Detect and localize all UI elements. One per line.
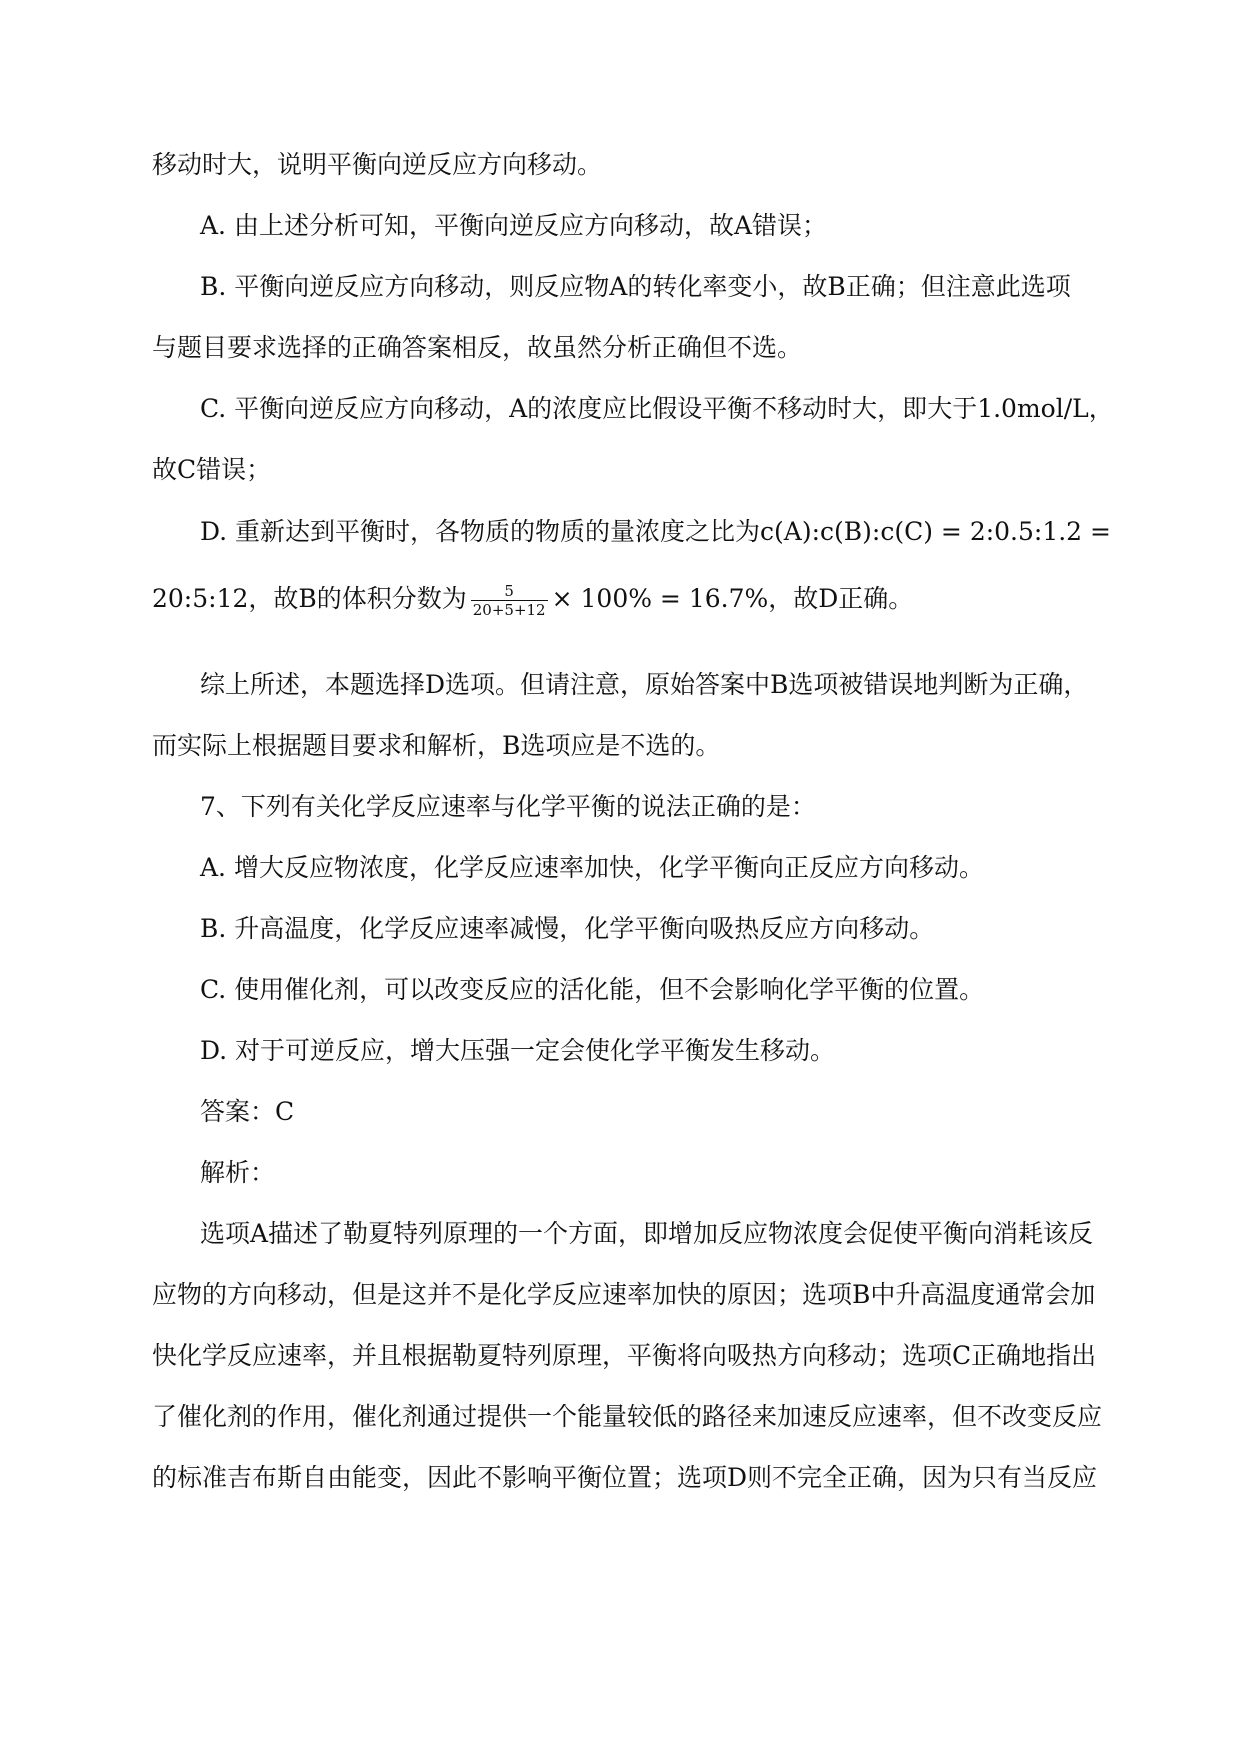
question-7-option-a: A. 增大反应物浓度，化学反应速率加快，化学平衡向正反应方向移动。	[200, 853, 984, 882]
explanation-line: 快化学反应速率，并且根据勒夏特列原理，平衡将向吸热方向移动；选项C正确地指出	[152, 1341, 1097, 1370]
formula-suffix: × 100% = 16.7%，故D正确。	[551, 584, 914, 613]
option-d-analysis: D. 重新达到平衡时，各物质的物质的量浓度之比为c(A):c(B):c(C) = 2:0.5:1.2 =	[200, 517, 1111, 546]
fraction	[471, 582, 548, 619]
text-line: 与题目要求选择的正确答案相反，故虽然分析正确但不选。	[152, 333, 803, 362]
text-line: 故C错误；	[152, 455, 272, 484]
text-line: 而实际上根据题目要求和解析，B选项应是不选的。	[152, 731, 721, 760]
option-c-analysis: C. 平衡向逆反应方向移动，A的浓度应比假设平衡不移动时大，即大于1.0mol/L，	[200, 394, 1114, 423]
summary-line: 综上所述，本题选择D选项。但请注意，原始答案中B选项被错误地判断为正确，	[200, 670, 1089, 699]
explanation-heading: 解析：	[200, 1158, 276, 1187]
option-a-analysis: A. 由上述分析可知，平衡向逆反应方向移动，故A错误；	[200, 211, 828, 240]
answer-line: 答案：C	[200, 1097, 295, 1126]
explanation-line: 了催化剂的作用，催化剂通过提供一个能量较低的路径来加速反应速率，但不改变反应	[152, 1402, 1103, 1431]
explanation-line: 选项A描述了勒夏特列原理的一个方面，即增加反应物浓度会促使平衡向消耗该反	[200, 1219, 1094, 1248]
question-7-option-c: C. 使用催化剂，可以改变反应的活化能，但不会影响化学平衡的位置。	[200, 975, 985, 1004]
text-line: 移动时大，说明平衡向逆反应方向移动。	[152, 150, 603, 179]
question-7: 7、下列有关化学反应速率与化学平衡的说法正确的是：	[200, 792, 816, 821]
formula-prefix: 20:5:12，故B的体积分数为	[152, 584, 467, 613]
explanation-line: 应物的方向移动，但是这并不是化学反应速率加快的原因；选项B中升高温度通常会加	[152, 1280, 1096, 1309]
question-7-option-b: B. 升高温度，化学反应速率减慢，化学平衡向吸热反应方向移动。	[200, 914, 935, 943]
fraction-numerator: 5	[504, 582, 514, 600]
option-b-analysis: B. 平衡向逆反应方向移动，则反应物A的转化率变小，故B正确；但注意此选项	[200, 272, 1071, 301]
explanation-line: 的标准吉布斯自由能变，因此不影响平衡位置；选项D则不完全正确，因为只有当反应	[152, 1463, 1098, 1492]
formula-line	[152, 582, 1102, 619]
question-7-option-d: D. 对于可逆反应，增大压强一定会使化学平衡发生移动。	[200, 1036, 836, 1065]
fraction-denominator: 20+5+12	[472, 601, 546, 619]
